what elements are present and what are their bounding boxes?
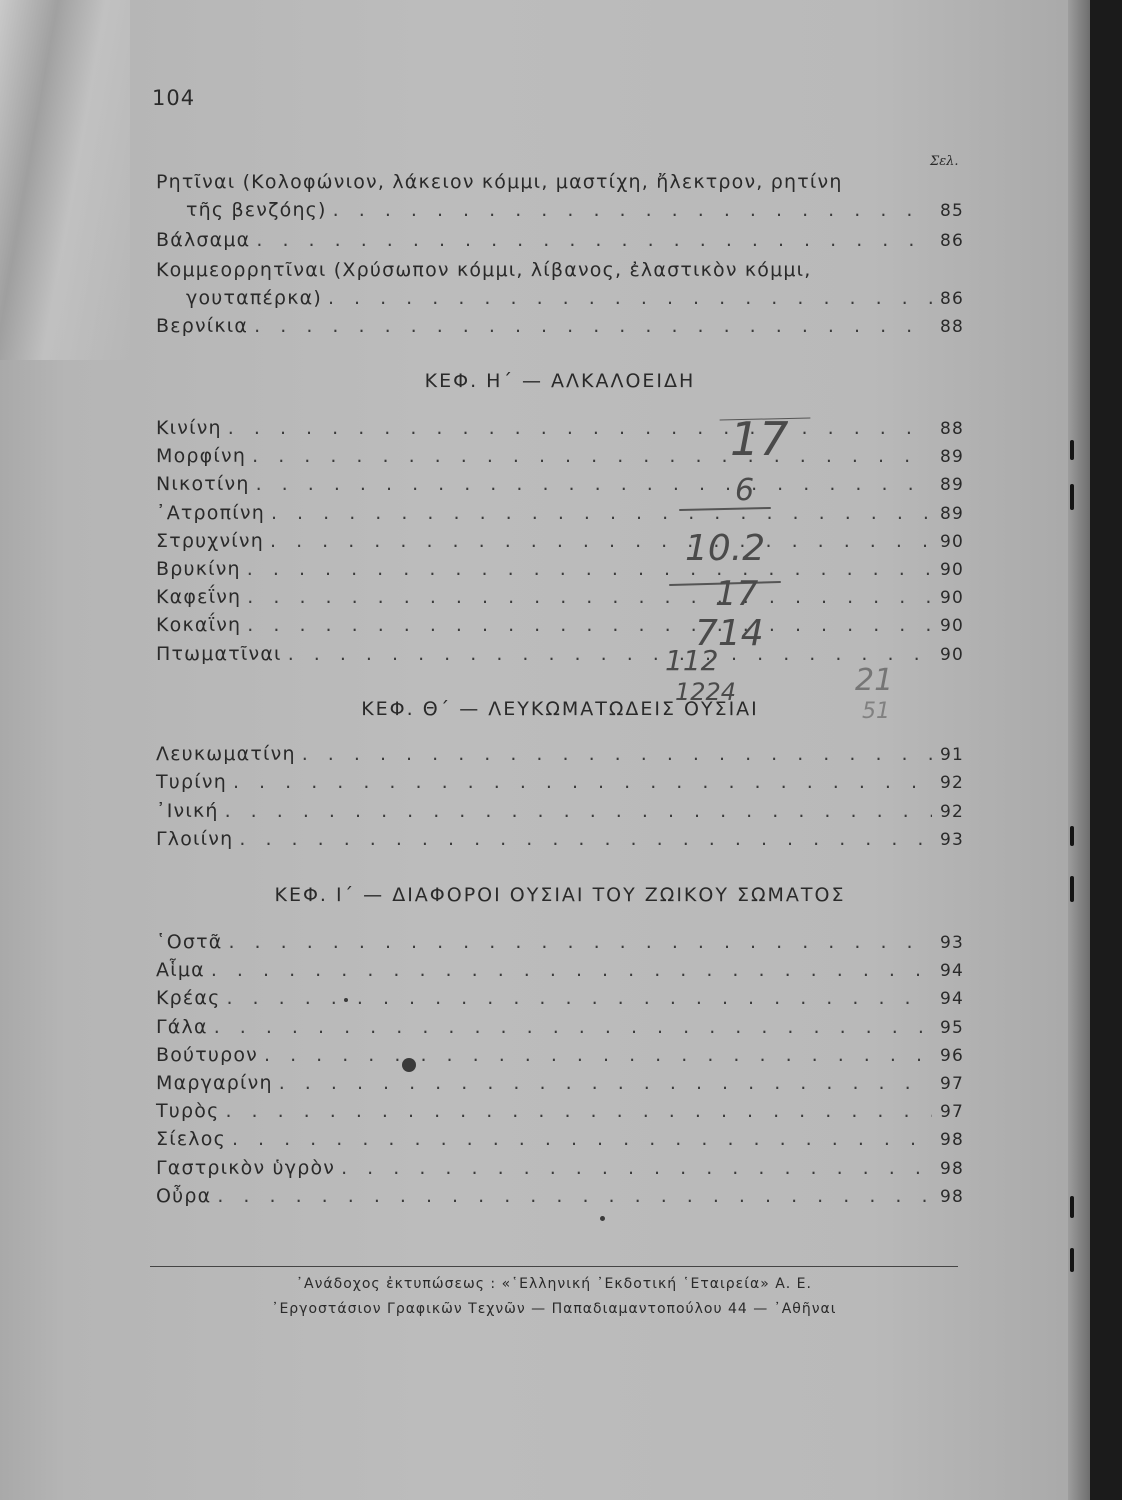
- page-edge: [1068, 0, 1090, 1500]
- dot-leader: [226, 984, 932, 1012]
- toc-entry: [156, 226, 964, 255]
- toc-entry: [156, 168, 964, 225]
- toc-entry-title: Κοκαΐνη: [156, 614, 242, 637]
- toc-entry-page: 85: [939, 201, 964, 221]
- toc-entry-title: Γαστρικὸν ὑγρὸν: [156, 1156, 336, 1179]
- pencil-number: 1224: [675, 678, 737, 706]
- toc-entry-page: 88: [939, 419, 964, 439]
- toc-entry-page: 93: [939, 829, 964, 850]
- toc-entry-page: 95: [939, 1017, 964, 1038]
- toc-entry-title: Κρέας: [156, 987, 221, 1010]
- toc-entry-title: Αἷμα: [156, 959, 205, 982]
- dot-leader: [252, 442, 932, 470]
- toc-entry-title: ᾿Ατροπίνη: [156, 501, 265, 524]
- toc-entry-page: 98: [939, 1186, 964, 1207]
- dot-leader: [264, 1041, 932, 1069]
- toc-entry-page: 96: [939, 1045, 964, 1066]
- dot-leader: [333, 196, 932, 224]
- toc-entry-title: ᾿Ινική: [156, 799, 219, 822]
- toc-entry: [156, 956, 964, 985]
- dot-leader: [225, 797, 932, 825]
- toc-entry-title: Κινίνη: [156, 417, 222, 439]
- toc-entry-title: Νικοτίνη: [156, 473, 250, 496]
- toc-entry: [156, 825, 964, 854]
- toc-entry: [156, 414, 964, 443]
- pencil-number: 17: [730, 412, 789, 466]
- toc-entry-title: Λευκωματίνη: [156, 743, 296, 765]
- toc-entry-title: Στρυχνίνη: [156, 529, 264, 552]
- worn-spine: [0, 0, 130, 360]
- dot-leader: [232, 1125, 932, 1153]
- toc-entry: [156, 1125, 964, 1154]
- dot-leader: [214, 1013, 932, 1041]
- toc-entry-page: 89: [939, 475, 964, 496]
- toc-entry: [156, 470, 964, 499]
- toc-entry-title: Γάλα: [156, 1015, 208, 1038]
- toc-entry-page: 92: [939, 773, 964, 794]
- toc-entry-page: 89: [939, 503, 964, 524]
- dot-leader: [247, 555, 932, 583]
- dot-leader: [228, 928, 932, 956]
- toc-entry-page: 90: [939, 588, 964, 609]
- dot-leader: [256, 470, 932, 498]
- page-number: 104: [152, 86, 196, 110]
- toc-entry: [156, 797, 964, 826]
- dot-leader: [233, 768, 932, 796]
- toc-entry-page: 91: [939, 745, 964, 765]
- chapter-heading-th: ΚΕΦ. Θ΄ — ΛΕΥΚΩΜΑΤΩΔΕΙΣ ΟΥΣΙΑΙ: [361, 698, 759, 720]
- toc-entry-page: 90: [939, 531, 964, 552]
- toc-entry-title: Μαργαρίνη: [156, 1072, 273, 1094]
- toc-entry-title: Ρητῖναι (Κολοφώνιον, λάκειον κόμμι, μαστίχη, ἤλεκτρον, ρητίνη: [156, 171, 843, 193]
- toc-entry-page: 90: [939, 616, 964, 637]
- toc-entry-page: 97: [939, 1102, 964, 1123]
- toc-entry: [156, 527, 964, 556]
- toc-entry: [156, 928, 964, 957]
- dot-leader: [279, 1069, 932, 1097]
- dot-leader: [228, 414, 932, 442]
- toc-entry-title: τῆς βενζόης): [186, 199, 327, 221]
- pencil-number: 21: [855, 663, 894, 698]
- toc-entry: [156, 1069, 964, 1098]
- dot-leader: [239, 825, 932, 853]
- dot-leader: [254, 312, 932, 340]
- toc-entry: [156, 1013, 964, 1042]
- toc-entry: [156, 499, 964, 528]
- toc-entry-title: Βρυκίνη: [156, 558, 241, 580]
- toc-entry-page: 92: [939, 801, 964, 822]
- toc-entry-page: 93: [939, 933, 964, 953]
- toc-entry: [156, 1041, 964, 1070]
- dot-leader: [247, 583, 932, 611]
- toc-entry-page: 97: [939, 1074, 964, 1094]
- dot-leader: [302, 740, 932, 768]
- toc-entry-title: Πτωματῖναι: [156, 642, 282, 665]
- dot-leader: [256, 226, 932, 254]
- dot-leader: [270, 527, 932, 555]
- toc-entry-title: Γλοιίνη: [156, 827, 234, 850]
- ink-spot: [344, 998, 348, 1002]
- toc-entry-title: Καφεΐνη: [156, 586, 242, 609]
- footer-rule: [150, 1266, 958, 1267]
- pencil-number: 112: [665, 644, 719, 677]
- toc-entry: [156, 1182, 964, 1211]
- toc-entry-title: Σίελος: [156, 1128, 226, 1151]
- toc-entry: [156, 583, 964, 612]
- toc-entry-page: 90: [939, 560, 964, 580]
- pencil-number: 51: [862, 699, 890, 720]
- toc-entry: [156, 555, 964, 584]
- toc-entry-title: Κομμεορρητῖναι (Χρύσωπον κόμμι, λίβανος, ἐλαστικὸν κόμμι,: [156, 259, 812, 281]
- pencil-number: 714: [695, 613, 764, 654]
- toc-entry-title: ῾Οστᾶ: [156, 931, 223, 953]
- toc-entry: [156, 611, 964, 640]
- toc-entry-title: Τυρίνη: [156, 771, 227, 794]
- ink-spot: [600, 1216, 605, 1221]
- toc-entry: [156, 256, 964, 313]
- chapter-heading-h: ΚΕΦ. Η΄ — ΑΛΚΑΛΟΕΙΔΗ: [424, 370, 696, 392]
- toc-entry-page: 86: [939, 231, 964, 251]
- dot-leader: [217, 1182, 932, 1210]
- toc-entry-page: 98: [939, 1130, 964, 1151]
- dot-leader: [211, 956, 932, 984]
- toc-entry: [156, 1097, 964, 1126]
- toc-entry: [156, 768, 964, 797]
- toc-entry-page: 89: [939, 447, 964, 468]
- toc-entry-title: Τυρὸς: [156, 1100, 220, 1123]
- toc-entry-page: 86: [939, 289, 964, 309]
- toc-entry-page: 88: [939, 317, 964, 337]
- toc-entry: [156, 442, 964, 471]
- dot-leader: [247, 611, 932, 639]
- toc-entry-page: 94: [939, 961, 964, 982]
- chapter-heading-i: ΚΕΦ. Ι΄ — ΔΙΑΦΟΡΟΙ ΟΥΣΙΑΙ ΤΟΥ ΖΩΙΚΟΥ ΣΩΜΑΤΟΣ: [274, 884, 846, 906]
- imprint-line-2: ᾿Εργοστάσιον Γραφικῶν Τεχνῶν — Παπαδιαμαντοπούλου 44 — ᾿Αθῆναι: [271, 1301, 837, 1317]
- toc-entry-title: γουταπέρκα): [186, 287, 322, 309]
- toc-entry-page: 98: [939, 1158, 964, 1179]
- toc-entry-title: Βερνίκια: [156, 315, 249, 337]
- pencil-number: 10.2: [685, 528, 766, 569]
- toc-entry: [156, 312, 964, 341]
- dot-leader: [271, 499, 932, 527]
- toc-entry-title: Οὖρα: [156, 1184, 212, 1207]
- toc-entry-title: Βούτυρον: [156, 1043, 258, 1066]
- toc-entry: [156, 640, 964, 669]
- toc-entry-page: 90: [939, 644, 964, 665]
- page-column-label: Σελ.: [930, 154, 959, 169]
- dot-leader: [225, 1097, 932, 1125]
- dot-leader: [328, 284, 932, 312]
- pencil-number: 17: [715, 574, 759, 614]
- toc-entry-title: Μορφίνη: [156, 445, 247, 468]
- toc-entry: [156, 984, 964, 1013]
- toc-entry-page: 94: [939, 989, 964, 1010]
- dot-leader: [288, 640, 932, 668]
- imprint-line-1: ᾿Ανάδοχος ἐκτυπώσεως : «῾Ελληνική ᾿Εκδοτική ῾Εταιρεία» Α. Ε.: [296, 1276, 812, 1292]
- toc-entry: [156, 1154, 964, 1183]
- ink-spot: [402, 1058, 416, 1072]
- toc-entry-title: Βάλσαμα: [156, 229, 251, 251]
- pencil-number: 6: [735, 473, 755, 508]
- dot-leader: [341, 1154, 932, 1182]
- toc-entry: [156, 740, 964, 769]
